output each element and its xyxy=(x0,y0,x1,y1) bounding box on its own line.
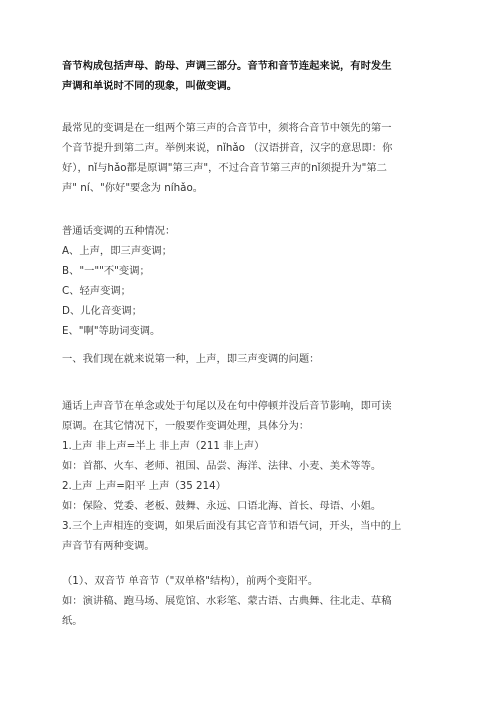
list-item: C、轻声变调； xyxy=(62,285,131,297)
text-line: 如：保险、党委、老板、鼓舞、永远、口语北海、首长、母语、小姐。 xyxy=(62,500,382,512)
list-item: E、"啊"等助词变调。 xyxy=(62,325,161,337)
rules-paragraph xyxy=(62,396,442,556)
text-line: 一、我们现在就来说第一种，上声，即三声变调的问题： xyxy=(62,353,320,365)
variation-paragraph xyxy=(62,118,442,198)
text-line: 如：演讲稿、跑马场、展览馆、水彩笔、蒙古语、古典舞、往北走、草稿 xyxy=(62,595,392,607)
list-item: D、儿化音变调； xyxy=(62,305,143,317)
text-line: 如：首都、火车、老师、祖国、品尝、海洋、法律、小麦、美术等等。 xyxy=(62,460,382,472)
text-line: 声音节有两种变调。 xyxy=(62,540,155,552)
example-paragraph xyxy=(62,571,442,631)
text-line: 3.三个上声相连的变调，如果后面没有其它音节和语气词，开头，当中的上 xyxy=(62,520,402,532)
text-line: 原调。在其它情况下，一般要作变调处理，具体分为： xyxy=(62,420,310,432)
text-line: 个音节提升到第二声。举例来说，nǐhǎo （汉语拼音，汉字的意思即：你 xyxy=(62,142,393,154)
text-line: 好），nǐ与hǎo都是原调"第三声"，不过合音节第三声的nǐ须提升为"第二 xyxy=(62,162,387,174)
text-line: 2.上声 上声=阳平 上声（35 214） xyxy=(62,480,226,492)
cases-list xyxy=(62,221,442,341)
text-line: 通话上声音节在单念或处于句尾以及在句中停顿并没后音节影响，即可读 xyxy=(62,400,392,412)
text-line: 1.上声 非上声=半上 非上声（211 非上声） xyxy=(62,440,265,452)
list-item: B、"一""不"变调； xyxy=(62,265,150,277)
list-item: A、上声，即三声变调； xyxy=(62,245,173,257)
intro-paragraph xyxy=(62,56,442,96)
text-line: （1）、双音节 单音节（"双单格"结构），前两个变阳平。 xyxy=(62,575,319,587)
list-heading: 普通话变调的五种情况： xyxy=(62,225,176,237)
text-line: 音节构成包括声母、韵母、声调三部分。音节和音节连起来说，有时发生 xyxy=(62,60,392,72)
text-line: 最常见的变调是在一组两个第三声的合音节中，须将合音节中领先的第一 xyxy=(62,122,392,134)
text-line: 纸。 xyxy=(62,615,83,627)
text-line: 声调和单说时不同的现象，叫做变调。 xyxy=(62,80,238,92)
text-line: 声" ní、"你好"要念为 níhǎo。 xyxy=(62,182,204,194)
section-heading xyxy=(62,349,442,369)
